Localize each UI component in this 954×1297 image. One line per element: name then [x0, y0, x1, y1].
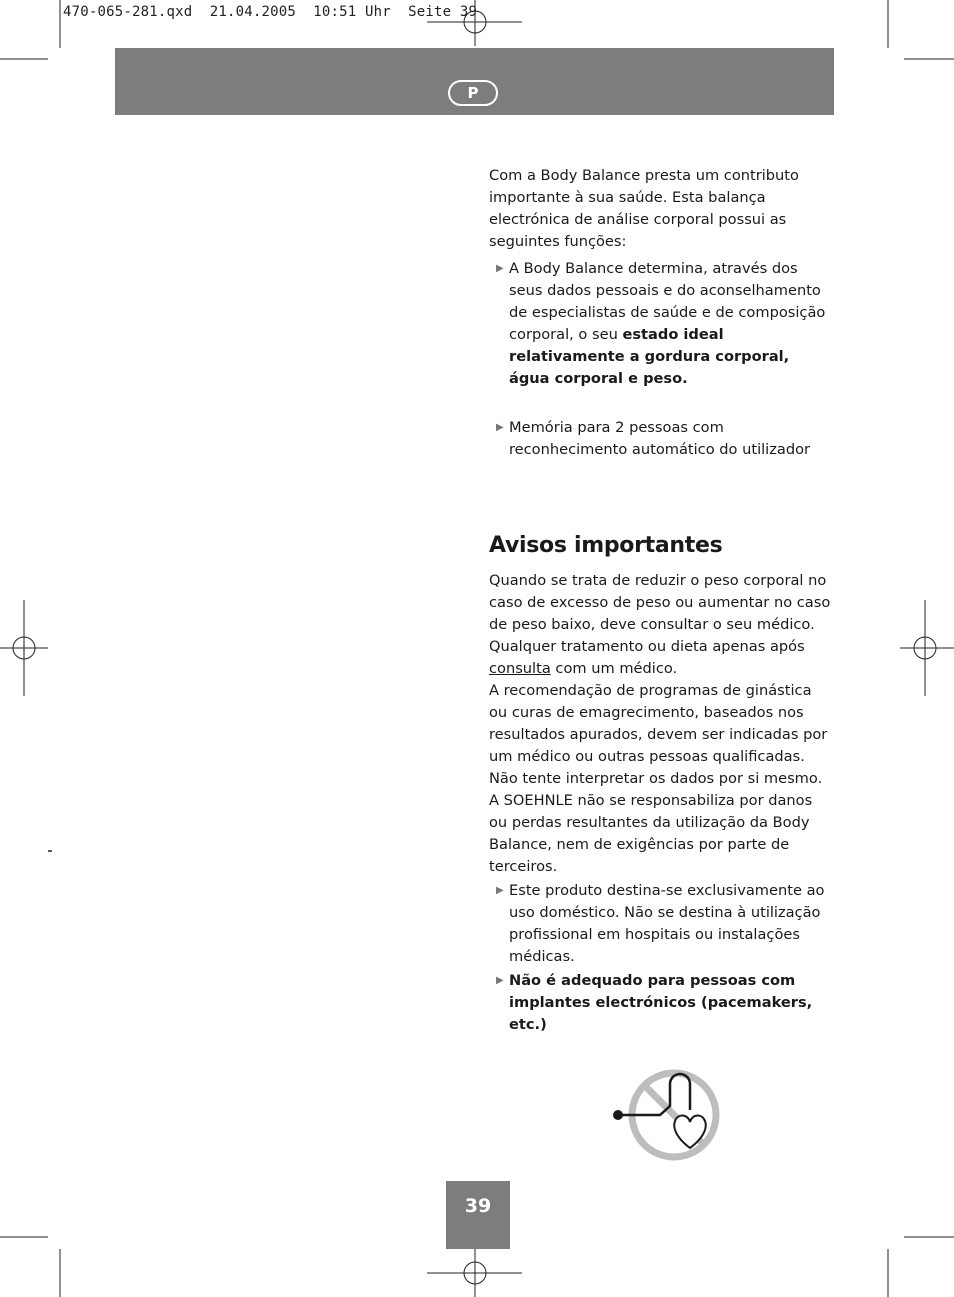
consulta-underlined: consulta	[489, 660, 551, 677]
triangle-right-icon: ▶	[496, 975, 504, 986]
warnings-section	[489, 570, 834, 1036]
warning-item: ▶ Este produto destina-se exclusivamente ao uso doméstico. Não se destina à utilização profissional em hospitais ou instalações médicas.	[496, 882, 825, 965]
warning-item: ▶ Não é adequado para pessoas com implantes electrónicos (pacemakers, etc.)	[496, 972, 813, 1033]
triangle-right-icon: ▶	[496, 885, 504, 896]
language-badge: P	[448, 80, 498, 106]
feature-item: ▶ A Body Balance determina, através dos seus dados pessoais e do aconselhamento de especialistas de saúde e de composição corporal, o seu estado ideal relativamente a gordura corporal, água corporal e peso.	[496, 260, 826, 387]
triangle-right-icon: ▶	[496, 263, 504, 274]
intro-paragraph: Com a Body Balance presta um contributo importante à sua saúde. Esta balança electrónica de análise corporal possui as seguintes funções:	[489, 167, 799, 250]
warning-paragraph: A SOEHNLE não se responsabiliza por danos ou perdas resultantes da utilização da Body Balance, nem de exigências por parte de terceiros.	[489, 792, 813, 875]
no-pacemaker-icon	[608, 1066, 724, 1164]
page-number: 39	[446, 1181, 510, 1249]
intro-section	[489, 165, 834, 253]
warning-paragraph: A recomendação de programas de ginástica ou curas de emagrecimento, baseados nos resultados apurados, devem ser indicadas por um médico ou outras pessoas qualificadas. Não tente interpretar os dados por si mesmo.	[489, 682, 828, 787]
warning-paragraph: Quando se trata de reduzir o peso corporal no caso de excesso de peso ou aumentar no caso de peso baixo, deve consultar o seu médico. Qualquer tratamento ou dieta apenas após consulta com um médico.	[489, 572, 831, 677]
feature-list	[489, 258, 834, 461]
feature-item: ▶ Memória para 2 pessoas com reconhecimento automático do utilizador	[496, 419, 811, 458]
print-slug: 470-065-281.qxd 21.04.2005 10:51 Uhr Seite 39	[63, 4, 478, 20]
section-title: Avisos importantes	[489, 533, 723, 558]
triangle-right-icon: ▶	[496, 422, 504, 433]
